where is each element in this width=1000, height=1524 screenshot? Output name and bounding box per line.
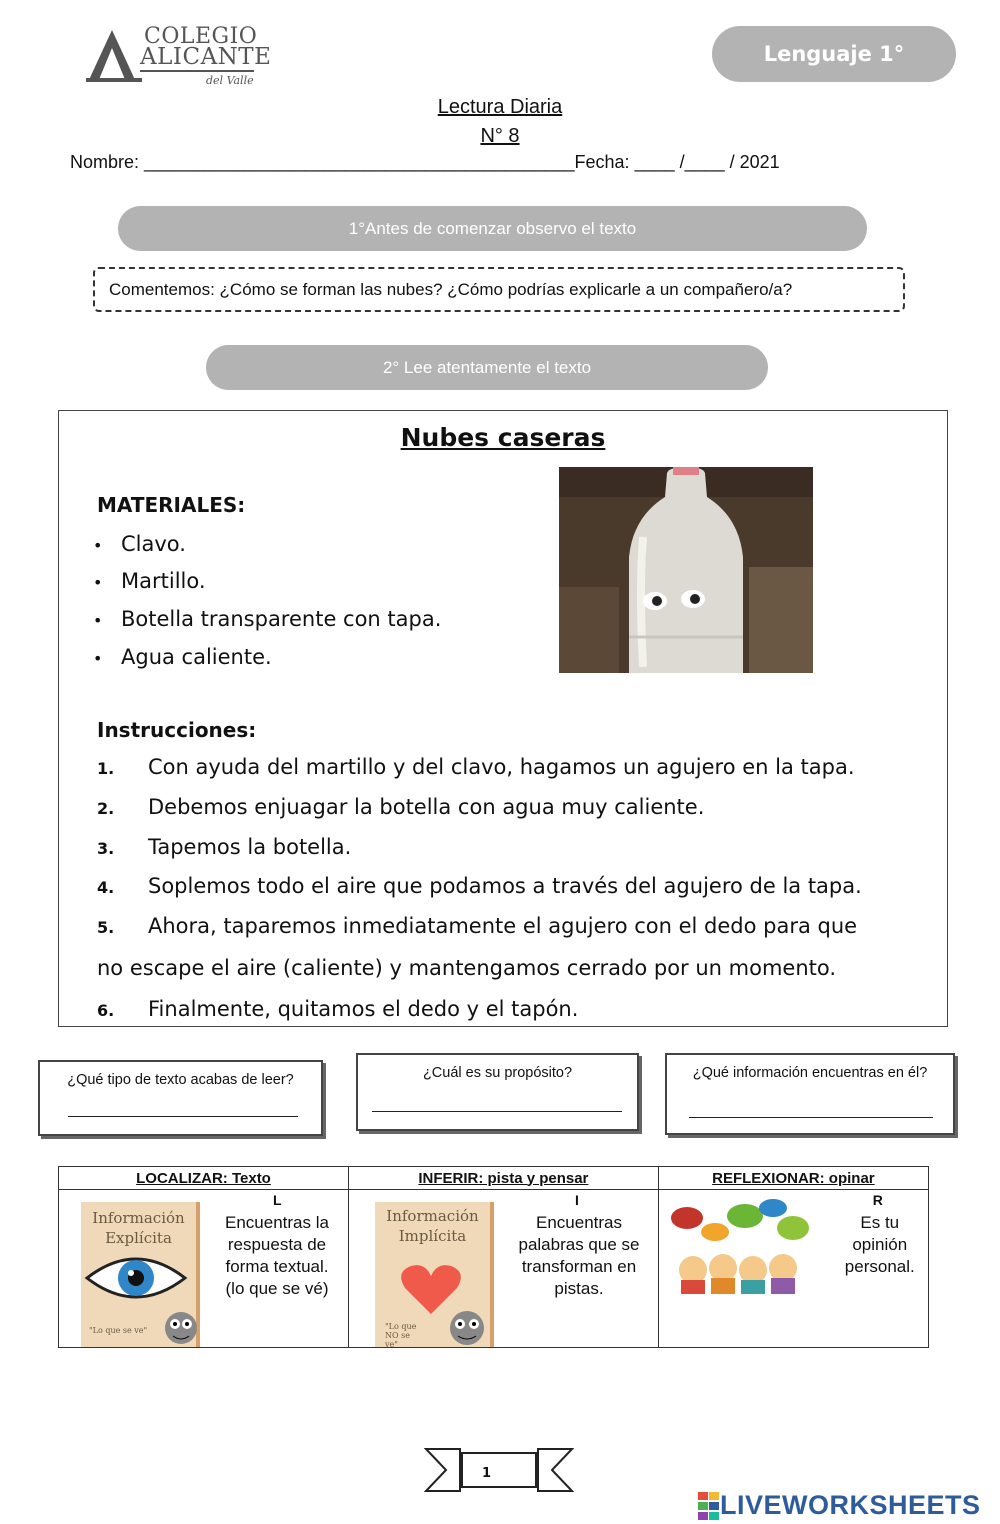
- liveworksheets-logo-icon: [698, 1492, 720, 1520]
- page-title: Lectura Diaria: [437, 96, 563, 118]
- materials-heading: MATERIALES:: [97, 493, 246, 517]
- cell-localizar: [59, 1190, 349, 1348]
- discussion-prompt: [93, 267, 905, 312]
- liveworksheets-brand[interactable]: LIVEWORKSHEETS: [720, 1490, 981, 1520]
- question-label: ¿Qué tipo de texto acabas de leer?: [67, 1072, 294, 1088]
- implicit-card-caption: "Lo que NO se ve": [385, 1322, 417, 1349]
- name-field[interactable]: ___________________________________________: [144, 152, 575, 172]
- reading-number: N° 8: [480, 125, 520, 147]
- instruction-step: 1. Con ayuda del martillo y del clavo, hagamos un agujero en la tapa.: [97, 755, 855, 779]
- list-item: • Agua caliente.: [93, 645, 272, 669]
- monster-icon: [161, 1306, 201, 1346]
- reading-box: [58, 410, 948, 1027]
- instruction-step: 3. Tapemos la botella.: [97, 835, 352, 859]
- cell-inferir: [349, 1190, 659, 1348]
- step2-banner: 2° Lee atentamente el texto: [206, 345, 768, 390]
- instruction-step: 2. Debemos enjuagar la botella con agua muy caliente.: [97, 795, 705, 819]
- letter-i: I: [575, 1192, 579, 1208]
- implicit-info-card: [375, 1202, 494, 1347]
- instruction-step-continued: no escape el aire (caliente) y mantengamos cerrado por un momento.: [97, 956, 837, 980]
- instruction-step: 4. Soplemos todo el aire que podamos a través del agujero de la tapa.: [97, 874, 862, 898]
- logo-divider: [140, 70, 254, 72]
- answer-line[interactable]: [68, 1116, 298, 1117]
- instructions-heading: Instrucciones:: [97, 718, 257, 742]
- opinion-people-illustration: [665, 1198, 811, 1294]
- question-label: ¿Cuál es su propósito?: [422, 1065, 573, 1081]
- school-logo-line2: ALICANTE: [140, 44, 272, 70]
- inferir-description: Encuentras palabras que se transforman en pistas.: [518, 1213, 640, 1298]
- step1-banner: 1°Antes de comenzar observo el texto: [118, 206, 867, 251]
- reading-title: Nubes caseras: [400, 423, 606, 452]
- subject-badge: Lenguaje 1°: [712, 26, 956, 82]
- cell-reflexionar: [658, 1190, 928, 1348]
- name-label: Nombre:: [70, 152, 140, 172]
- header-inferir: INFERIR: pista y pensar: [349, 1167, 659, 1190]
- page-number-ribbon: [424, 1447, 574, 1493]
- date-label: Fecha:: [574, 152, 630, 172]
- letter-l: L: [273, 1192, 282, 1208]
- header-localizar: LOCALIZAR: Texto: [59, 1167, 349, 1190]
- skills-table: [58, 1166, 929, 1348]
- letter-r: R: [872, 1192, 883, 1208]
- page-number: 1: [482, 1466, 492, 1481]
- reflexionar-description: Es tu opinión personal.: [844, 1213, 915, 1276]
- question-box-information: [665, 1053, 955, 1135]
- discussion-text: Comentemos: ¿Cómo se forman las nubes? ¿Cómo podrías explicarle a un compañero/a?: [109, 279, 793, 299]
- list-item: • Botella transparente con tapa.: [93, 607, 442, 631]
- answer-line[interactable]: [689, 1117, 933, 1118]
- explicit-card-title: Información Explícita: [92, 1209, 185, 1247]
- question-label: ¿Qué información encuentras en él?: [692, 1065, 928, 1081]
- date-field[interactable]: ____ /____ / 2021: [634, 152, 780, 172]
- question-box-text-type: [38, 1060, 323, 1136]
- instruction-step: 5. Ahora, taparemos inmediatamente el agujero con el dedo para que: [97, 914, 858, 938]
- list-item: • Martillo.: [93, 569, 206, 593]
- monster-icon: [445, 1306, 489, 1346]
- list-item: • Clavo.: [93, 532, 186, 556]
- instruction-step: 6. Finalmente, quitamos el dedo y el tapón.: [97, 997, 579, 1021]
- implicit-card-title: Información Implícita: [386, 1207, 479, 1245]
- bottle-photo: [559, 467, 813, 673]
- answer-line[interactable]: [372, 1111, 622, 1112]
- name-date-line: [70, 152, 780, 173]
- explicit-info-card: [81, 1202, 200, 1347]
- school-logo-mark: [84, 26, 144, 84]
- school-logo-line3: del Valle: [206, 74, 254, 87]
- header-reflexionar: REFLEXIONAR: opinar: [658, 1167, 928, 1190]
- school-logo-line1: COLEGIO: [144, 24, 258, 49]
- explicit-card-caption: "Lo que se ve": [89, 1326, 148, 1335]
- localizar-description: Encuentras la respuesta de forma textual. (lo que se vé): [225, 1213, 329, 1298]
- question-box-purpose: [356, 1053, 639, 1131]
- eye-icon: [81, 1248, 191, 1308]
